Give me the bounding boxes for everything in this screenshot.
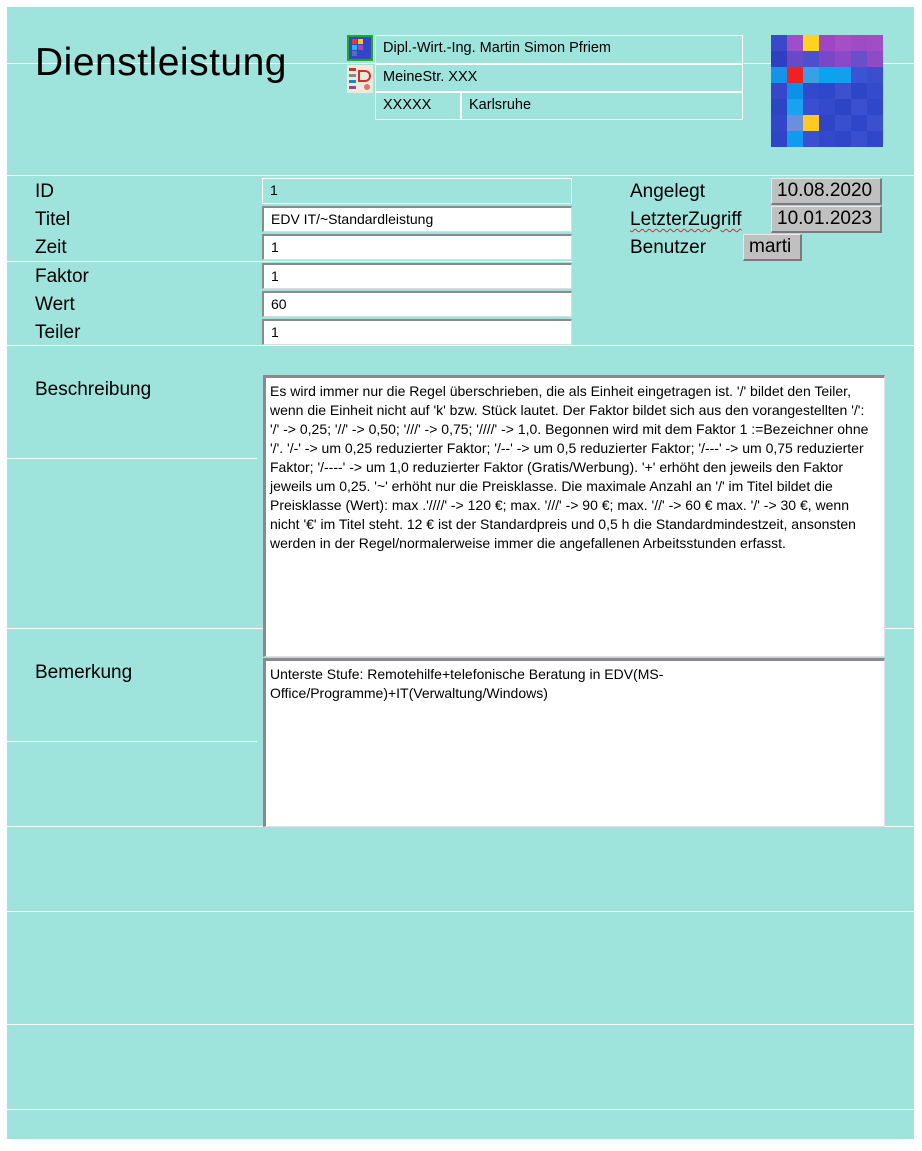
app-logo-icon <box>347 35 373 61</box>
beschreibung-textarea[interactable]: Es wird immer nur die Regel überschrieben, die als Einheit eingetragen ist. '/' bildet den Teiler, wenn die Einheit nicht auf 'k' bzw. Stück lautet. Der Faktor bildet sich aus den vorangestellten '/': '/' -> 0,25; '//' -> 0,50; '///' -> 0,75; '////' -> 1,0. Begonnen wird mit dem Faktor 1 :=Bezeichner ohne '/'. '/-' -> um 0,25 reduzierter Faktor; '/--' -> um 0,5 reduzierter Faktor; '/---' -> um 0,75 reduzierter Faktor; '/----' -> um 1,0 reduzierter Faktor (Gratis/Werbung). '+' erhöht den jeweils den Faktor jeweils um 0,25. '~' erhöht nur die Preisklasse. Die maximale Anzahl an '/' im Titel bildet die Preisklasse (Wert): max .'////' -> 120 €; max. '///' -> 90 €; max. '//' -> 60 € max. '/' -> 30 €, wenn nicht '€' im Titel steht. 12 € ist der Standardpreis und 0,5 h die Standardmindestzeit, ansonsten werden in der Regel/normalerweise immer die angefallenen Arbeitsstunden erfasst. <box>263 375 885 657</box>
angelegt-label: Angelegt <box>630 181 706 202</box>
benutzer-value: marti <box>743 234 802 261</box>
teiler-label: Teiler <box>35 322 81 343</box>
gridline <box>7 741 257 742</box>
faktor-label: Faktor <box>35 266 89 287</box>
teiler-input[interactable]: 1 <box>262 319 572 345</box>
titel-label: Titel <box>35 209 71 230</box>
gridline <box>7 261 572 262</box>
page-title: Dienstleistung <box>35 41 287 84</box>
gridline <box>7 345 914 346</box>
gridline <box>7 458 257 459</box>
id-label: ID <box>35 181 54 202</box>
wert-label: Wert <box>35 294 75 315</box>
bemerkung-label: Bemerkung <box>35 662 133 683</box>
gridline <box>7 1109 914 1110</box>
bemerkung-textarea[interactable]: Unterste Stufe: Remotehilfe+telefonische Beratung in EDV(MS-Office/Programme)+IT(Verwaltung/Windows) <box>263 658 885 827</box>
zeit-label: Zeit <box>35 237 67 258</box>
gridline <box>7 911 914 912</box>
address-name: Dipl.-Wirt.-Ing. Martin Simon Pfriem <box>375 35 743 64</box>
id-field: 1 <box>262 178 572 204</box>
address-book-icon <box>347 65 373 93</box>
address-city: Karlsruhe <box>461 92 743 120</box>
angelegt-value: 10.08.2020 <box>771 178 882 205</box>
logo-mosaic-icon <box>771 35 883 147</box>
wert-input[interactable]: 60 <box>262 291 572 317</box>
address-street: MeineStr. XXX <box>375 64 743 92</box>
letzter-zugriff-value: 10.01.2023 <box>771 206 882 233</box>
letzter-zugriff-label: LetzterZugriff <box>630 209 742 230</box>
gridline <box>7 1024 914 1025</box>
zeit-input[interactable]: 1 <box>262 234 572 260</box>
address-zip: XXXXX <box>375 92 461 120</box>
benutzer-label: Benutzer <box>630 237 707 258</box>
titel-input[interactable]: EDV IT/~Standardleistung <box>262 206 572 232</box>
gridline <box>7 175 914 176</box>
form-sheet <box>7 7 914 1139</box>
faktor-input[interactable]: 1 <box>262 263 572 289</box>
beschreibung-label: Beschreibung <box>35 379 152 400</box>
